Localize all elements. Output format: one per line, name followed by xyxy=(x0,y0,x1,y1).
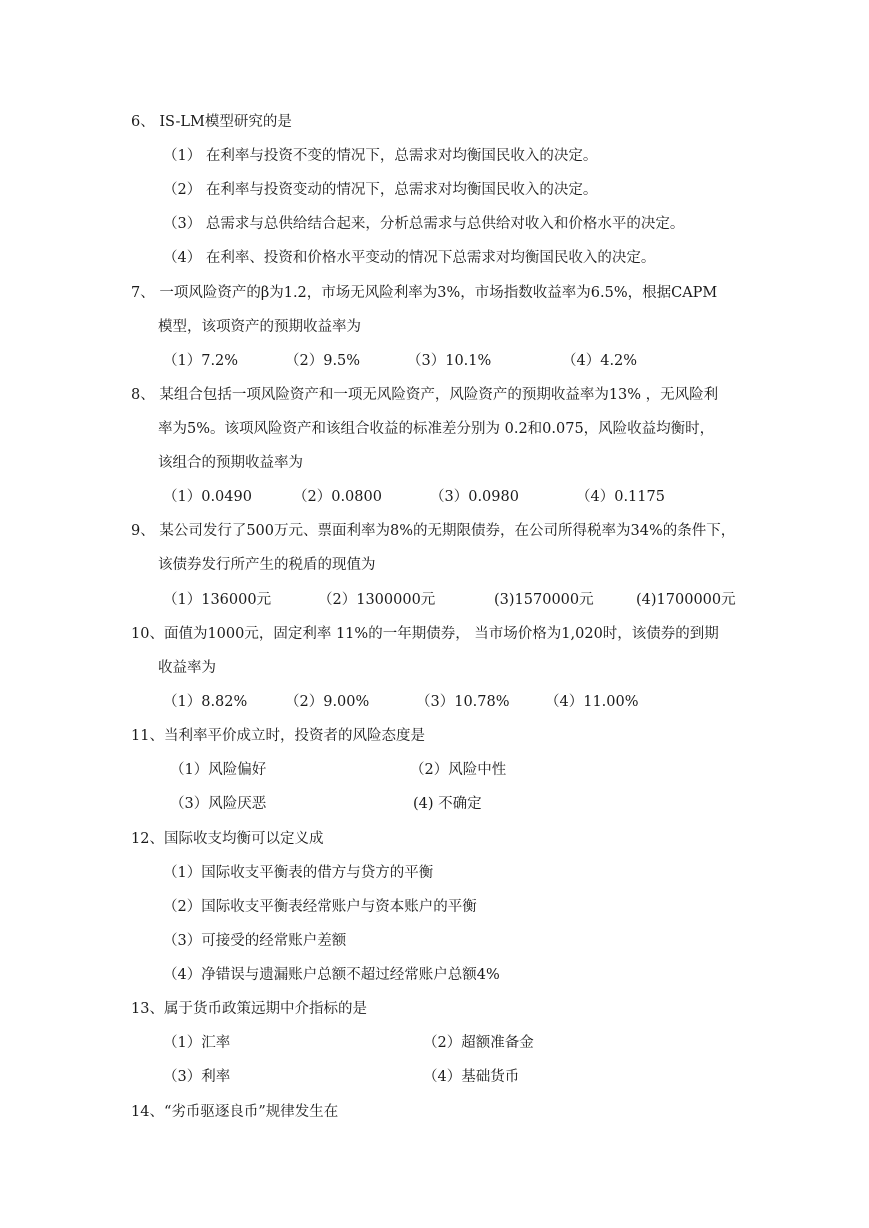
question-6-option-2: （2） 在利率与投资变动的情况下，总需求对均衡国民收入的决定。 xyxy=(163,182,598,198)
question-7-option-1: （1）7.2% xyxy=(163,353,239,369)
question-10-options xyxy=(0,692,869,712)
question-9-options xyxy=(0,590,869,610)
question-7-options xyxy=(0,351,869,371)
question-8-option-1: （1）0.0490 xyxy=(163,489,252,505)
question-12-option-3: （3）可接受的经常账户差额 xyxy=(163,933,347,949)
question-8-option-3: （3）0.0980 xyxy=(430,489,519,505)
question-13-option-4: （4）基础货币 xyxy=(423,1069,520,1085)
question-8-option-4: （4）0.1175 xyxy=(576,489,665,505)
question-13-option-1: （1）汇率 xyxy=(163,1035,231,1051)
question-9-stem-line-2: 该债券发行所产生的税盾的现值为 xyxy=(158,557,376,573)
question-7-option-2: （2）9.5% xyxy=(285,353,361,369)
question-10-stem-line-1: 10、面值为1000元，固定利率 11%的一年期债券， 当市场价格为1,020时，该债券的到期 xyxy=(131,626,719,642)
question-9-option-1: （1）136000元 xyxy=(163,592,272,608)
question-13-option-2: （2）超额准备金 xyxy=(423,1035,534,1051)
question-14-stem: 14、“劣币驱逐良币”规律发生在 xyxy=(131,1104,339,1120)
question-8-option-2: （2）0.0800 xyxy=(293,489,382,505)
question-11-stem: 11、当利率平价成立时，投资者的风险态度是 xyxy=(131,728,425,744)
question-12-stem: 12、国际收支均衡可以定义成 xyxy=(131,831,324,847)
question-13-option-3: （3）利率 xyxy=(163,1069,231,1085)
question-12-option-2: （2）国际收支平衡表经常账户与资本账户的平衡 xyxy=(163,899,477,915)
question-9-option-3: (3)1570000元 xyxy=(494,592,594,608)
question-11-option-3: （3）风险厌恶 xyxy=(170,796,267,812)
question-11-option-1: （1）风险偏好 xyxy=(170,762,267,778)
question-6-option-3: （3） 总需求与总供给结合起来，分析总需求与总供给对收入和价格水平的决定。 xyxy=(163,216,685,232)
question-8-stem-line-3: 该组合的预期收益率为 xyxy=(158,455,303,471)
question-9-option-4: (4)1700000元 xyxy=(636,592,736,608)
question-6-option-1: （1） 在利率与投资不变的情况下，总需求对均衡国民收入的决定。 xyxy=(163,148,598,164)
question-6-option-4: （4） 在利率、投资和价格水平变动的情况下总需求对均衡国民收入的决定。 xyxy=(163,250,656,266)
question-8-stem-line-2: 率为5%。该项风险资产和该组合收益的标准差分别为 0.2和0.075，风险收益均衡时， xyxy=(158,421,715,437)
question-7-option-4: （4）4.2% xyxy=(562,353,638,369)
question-11-option-2: （2）风险中性 xyxy=(410,762,507,778)
question-10-option-1: （1）8.82% xyxy=(163,694,248,710)
question-13-options-row-2 xyxy=(0,1067,869,1087)
question-9-option-2: （2）1300000元 xyxy=(318,592,436,608)
question-10-option-3: （3）10.78% xyxy=(416,694,510,710)
question-10-option-4: （4）11.00% xyxy=(545,694,639,710)
question-10-option-2: （2）9.00% xyxy=(285,694,370,710)
question-13-options-row-1 xyxy=(0,1033,869,1053)
question-6-stem: 6、 IS-LM模型研究的是 xyxy=(131,114,292,130)
question-12-option-4: （4）净错误与遗漏账户总额不超过经常账户总额4% xyxy=(163,967,500,983)
question-8-options xyxy=(0,487,869,507)
question-10-stem-line-2: 收益率为 xyxy=(158,660,216,676)
question-7-stem-line-2: 模型，该项资产的预期收益率为 xyxy=(158,319,361,335)
question-7-stem-line-1: 7、 一项风险资产的β为1.2，市场无风险利率为3%，市场指数收益率为6.5%，根据CAPM xyxy=(131,285,718,301)
question-12-option-1: （1）国际收支平衡表的借方与贷方的平衡 xyxy=(163,865,434,881)
question-8-stem-line-1: 8、 某组合包括一项风险资产和一项无风险资产，风险资产的预期收益率为13% ，无风险利 xyxy=(131,387,719,403)
question-7-option-3: （3）10.1% xyxy=(407,353,492,369)
question-9-stem-line-1: 9、 某公司发行了500万元、票面利率为8%的无期限债券，在公司所得税率为34%的条件下， xyxy=(131,523,736,539)
question-11-option-4: (4) 不确定 xyxy=(413,796,482,812)
question-11-options-row-2 xyxy=(0,794,869,814)
question-13-stem: 13、属于货币政策远期中介指标的是 xyxy=(131,1001,367,1017)
question-11-options-row-1 xyxy=(0,760,869,780)
